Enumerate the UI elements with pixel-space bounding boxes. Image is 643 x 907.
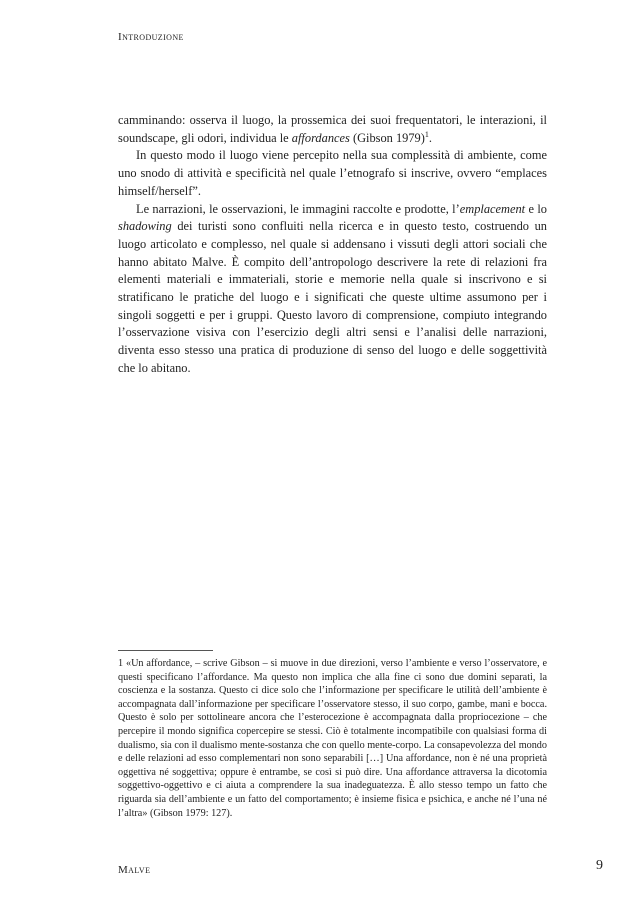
running-head: Introduzione [118, 31, 184, 43]
paragraph-1-text-c: . [428, 130, 432, 145]
paragraph-3 [118, 201, 547, 378]
body-text [118, 112, 547, 378]
paragraph-3-text-b: e lo [525, 201, 547, 216]
paragraph-1 [118, 112, 547, 147]
footnote-separator [118, 650, 213, 651]
paragraph-3-emphasis-shadowing: shadowing [118, 219, 172, 234]
running-foot: Malve [118, 864, 151, 876]
footnote-number: 1 [118, 658, 124, 669]
footnotes [118, 657, 547, 820]
paragraph-1-emphasis: affordances [291, 130, 350, 145]
footnote-ref-1[interactable]: 1 [424, 129, 429, 139]
paragraph-3-text-a: Le narrazioni, le osservazioni, le immagini raccolte e prodotte, l’ [136, 201, 460, 216]
paragraph-3-text-c: dei turisti sono confluiti nella ricerca e in questo testo, costruendo un luogo articolato e complesso, nel quale si addensano i vissuti degli attori sociali che hanno abitato Malve. È compito dell’antropologo descrivere la rete di relazioni fra elementi materiali e immateriali, storie e memorie nella quale si inscrivono e si stratificano le pratiche del luogo e i significati che queste ultime assumono per i singoli soggetti e per i gruppi. Questo lavoro di comprensione, compiuto integrando l’osservazione visiva con l’esercizio degli altri sensi e l’analisi delle narrazioni, diventa esso stesso una pratica di produzione di senso del luogo e delle soggettività che lo abitano. [118, 219, 547, 375]
footnote-1 [118, 657, 547, 820]
paragraph-3-emphasis-emplacement: emplacement [459, 201, 526, 216]
paragraph-2: In questo modo il luogo viene percepito nella sua complessità di ambiente, come uno snodo di attività e specificità nel quale l’etnografo si inscrive, ovvero “emplaces himself/herself”. [118, 148, 547, 198]
page-number: 9 [596, 858, 603, 873]
paragraph-1-text-b: (Gibson 1979) [349, 130, 425, 145]
paragraph-1-text-a: camminando: osserva il luogo, la prossemica dei suoi frequentatori, le interazioni, il soundscape, gli odori, individua le [118, 113, 547, 145]
footnote-text: «Un affordance, – scrive Gibson – si muove in due direzioni, verso l’ambiente e verso l’osservatore, e questi specificano l’affordance. Ma questo non implica che alla fine ci sono due domini separati, la coscienza e la sostanza. Questo ci dice solo che l’informazione per specificare le utilità dell’ambiente è accompagnata dall’informazione per specificare l’osservatore stesso, il suo corpo, gambe, mani e bocca. Questo è solo per sottolineare ancora che l’esterocezione è accompagnata dalla propriocezione – che percepire il mondo significa copercepire se stessi. Ciò è totalmente incompatibile con qualsiasi forma di dualismo, sia con il dualismo mente-sostanza che con quello mente-corpo. La consapevolezza del mondo e delle relazioni ad esso complementari non sono separabili […] Una affordance, non è né una proprietà oggettiva né soggettiva; oppure è entrambe, se così si può dire. Una affordance attraversa la dicotomia soggettivo-oggettivo e ci aiuta a comprendere la sua inadeguatezza. È allo stesso tempo un fatto che riguarda sia dell’ambiente e un fatto del comportamento; è insieme fisica e psichica, e anche né l’una né l’altra» (Gibson 1979: 127). [118, 658, 547, 819]
